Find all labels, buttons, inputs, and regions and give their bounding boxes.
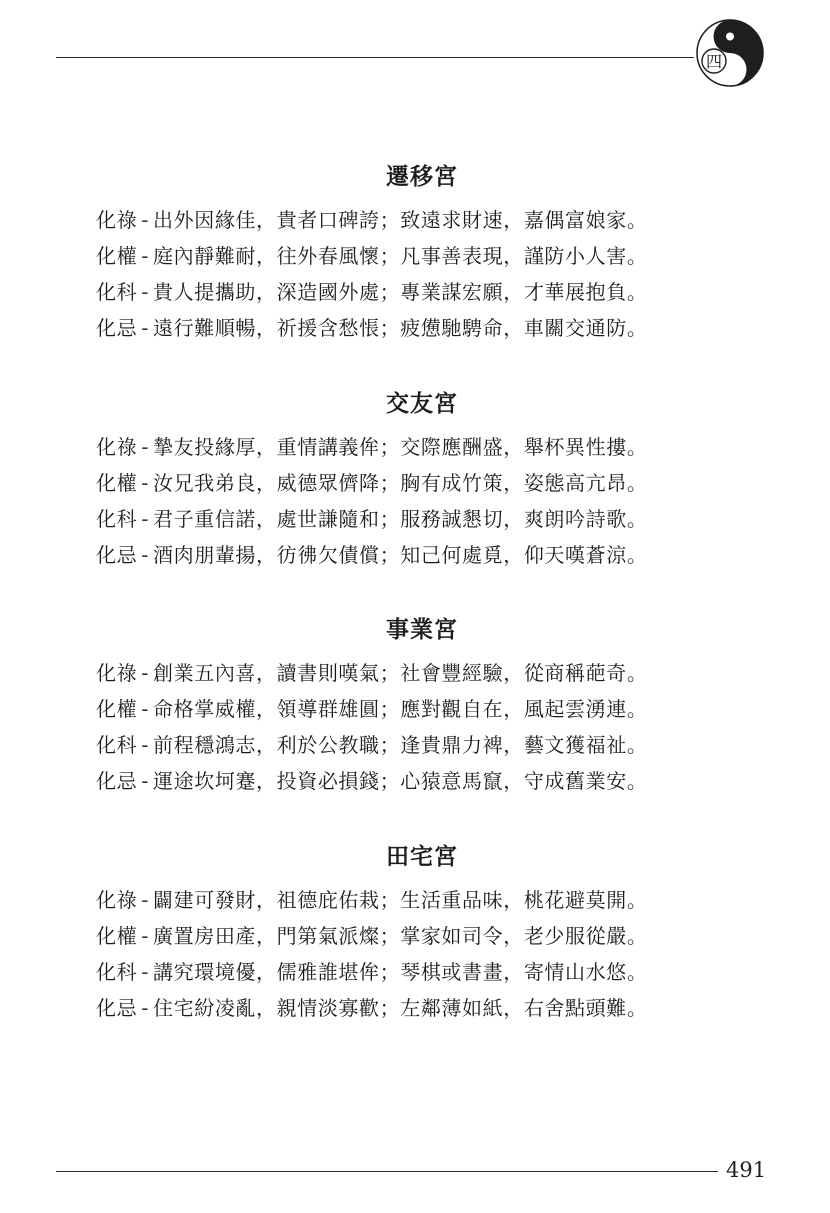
verse-text: 遠行難順暢，祈援含愁悵；疲憊馳騁命，車關交通防。 [153,316,648,340]
verse-text: 汝兄我弟良，威德眾儕降；胸有成竹策，姿態高亢昂。 [153,471,648,495]
section-title: 事業宮 [386,617,458,643]
verse-line [96,918,736,954]
verse-tag: 化權 [96,697,138,721]
footer-rule [56,1171,718,1172]
verse-text: 運途坎坷蹇，投資必損錢；心猿意馬竄，守成舊業安。 [153,769,648,793]
section-qianyi [96,158,736,346]
dash: - [141,507,150,531]
verse-line [96,990,736,1026]
verse-tag: 化科 [96,733,138,757]
verse-line [96,429,736,465]
verse-line [96,202,736,238]
verse-line [96,763,736,799]
verse-tag: 化科 [96,280,138,304]
verse-line [96,274,736,310]
dash: - [141,924,150,948]
verse-tag: 化祿 [96,208,138,232]
verse-text: 摯友投緣厚，重情講義侔；交際應酬盛，舉杯異性摟。 [153,435,648,459]
verse-tag: 化權 [96,244,138,268]
verse-text: 前程穩鴻志，利於公教職；逢貴鼎力裨，藝文獲福祉。 [153,733,648,757]
verse-tag: 化忌 [96,996,138,1020]
verse-tag: 化權 [96,924,138,948]
verse-line [96,501,736,537]
verse-text: 廣置房田產，門第氣派燦；掌家如司令，老少服從嚴。 [153,924,648,948]
dash: - [141,888,150,912]
dash: - [141,435,150,459]
verse-line [96,465,736,501]
verse-tag: 化科 [96,507,138,531]
section-tianzhai [96,838,736,1026]
verse-line [96,238,736,274]
verse-text: 闢建可發財，祖德庇佑栽；生活重品味，桃花避莫開。 [153,888,648,912]
verse-text: 講究環境優，儒雅誰堪侔；琴棋或書畫，寄情山水悠。 [153,960,648,984]
emblem-text: 四 [705,52,723,71]
verse-text: 命格掌威權，領導群雄圓；應對觀自在，風起雲湧連。 [153,697,648,721]
section-title: 遷移宮 [386,164,458,190]
verse-tag: 化忌 [96,769,138,793]
dash: - [141,960,150,984]
verse-tag: 化權 [96,471,138,495]
dash: - [141,733,150,757]
section-shiye [96,611,736,799]
verse-line [96,691,736,727]
verse-text: 酒肉朋輩揚，彷彿欠債償；知己何處覓，仰天嘆蒼涼。 [153,543,648,567]
verse-line [96,882,736,918]
verse-text: 住宅紛凌亂，親情淡寡歡；左鄰薄如紙，右舍點頭難。 [153,996,648,1020]
verse-text: 君子重信諾，處世謙隨和；服務誠懇切，爽朗吟詩歌。 [153,507,648,531]
section-title: 田宅宮 [386,844,458,870]
verse-text: 出外因緣佳，貴者口碑誇；致遠求財速，嘉偶富娘家。 [153,208,648,232]
dash: - [141,661,150,685]
verse-tag: 化祿 [96,661,138,685]
dash: - [141,244,150,268]
verse-tag: 化忌 [96,543,138,567]
taiji-icon [694,17,766,89]
verse-text: 貴人提攜助，深造國外處；專業謀宏願，才華展抱負。 [153,280,648,304]
dash: - [141,471,150,495]
verse-tag: 化忌 [96,316,138,340]
dash: - [141,316,150,340]
verse-line [96,310,736,346]
dash: - [141,208,150,232]
dash: - [141,996,150,1020]
verse-tag: 化科 [96,960,138,984]
section-jiaoyou [96,385,736,573]
verse-line [96,954,736,990]
section-title: 交友宮 [386,391,458,417]
header-rule [56,57,694,58]
dash: - [141,769,150,793]
verse-line [96,727,736,763]
dash: - [141,697,150,721]
verse-tag: 化祿 [96,888,138,912]
page-number: 491 [726,1158,767,1182]
verse-line [96,537,736,573]
verse-text: 庭內靜難耐，往外春風懷；凡事善表現，謹防小人害。 [153,244,648,268]
dash: - [141,280,150,304]
dash: - [141,543,150,567]
verse-text: 創業五內喜，讀書則嘆氣；社會豐經驗，從商稱葩奇。 [153,661,648,685]
verse-tag: 化祿 [96,435,138,459]
verse-line [96,655,736,691]
